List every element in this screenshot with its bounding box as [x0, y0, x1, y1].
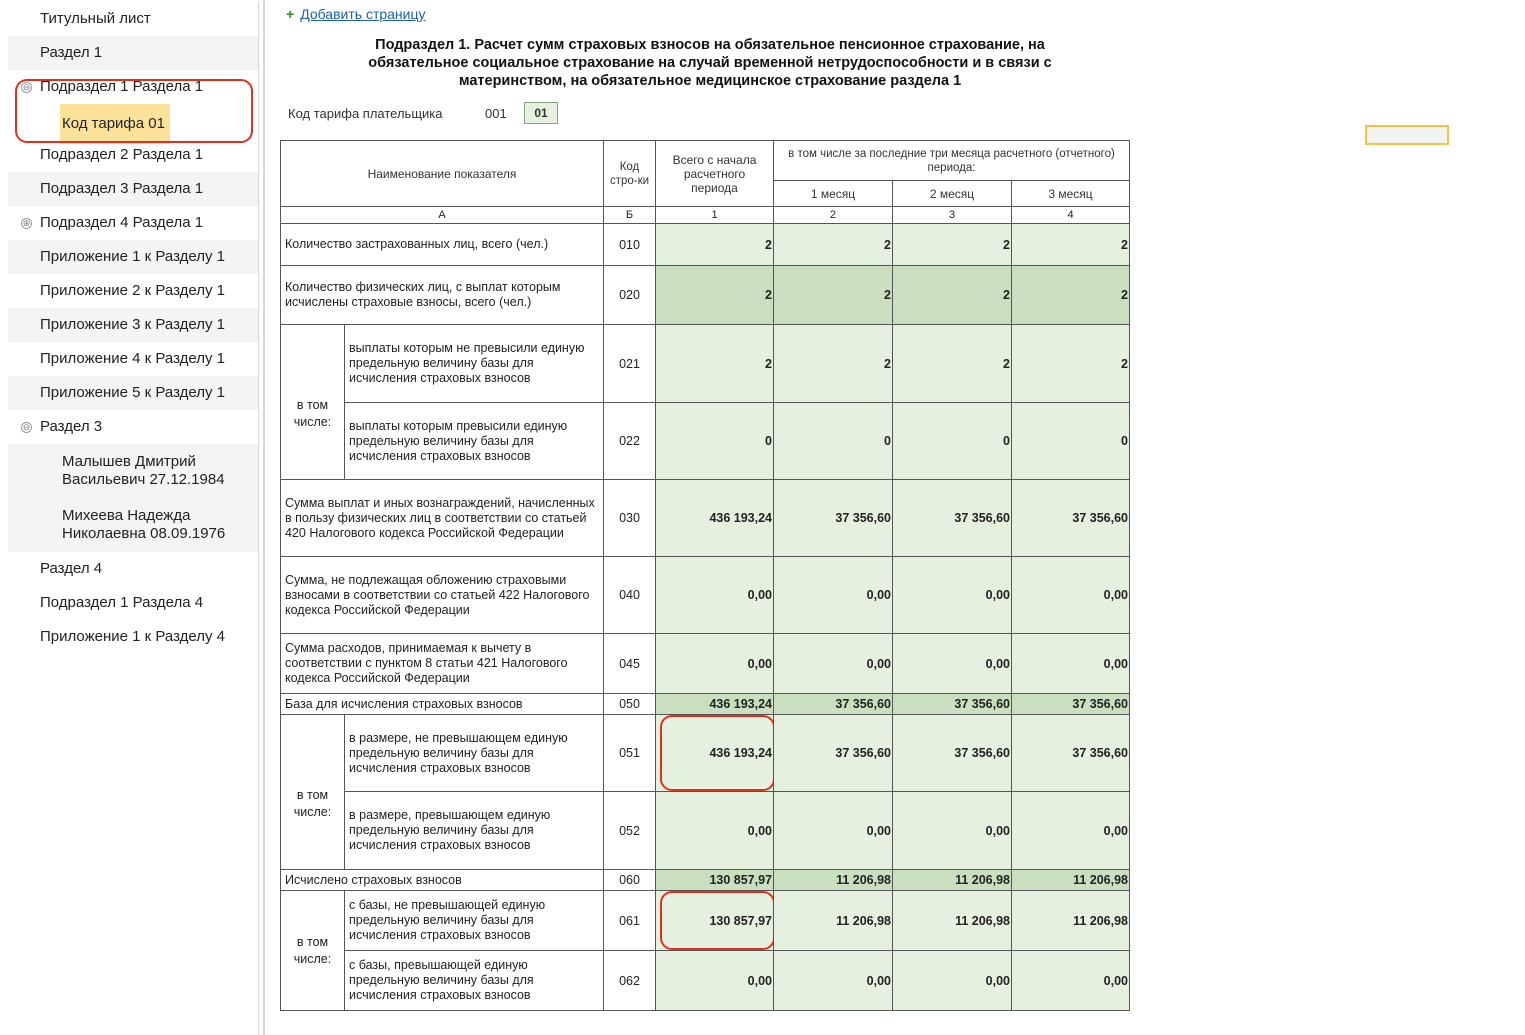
- header-month-3: 3 месяц: [1012, 181, 1130, 207]
- tariff-code-plain: 001: [485, 106, 507, 121]
- row-code: 060: [604, 870, 656, 891]
- person-name-line: Николаевна 08.09.1976: [62, 525, 226, 542]
- value-cell[interactable]: 0,00: [1012, 557, 1130, 634]
- value-cell[interactable]: 0: [1012, 403, 1130, 480]
- table-row: [281, 870, 1130, 891]
- header-name: Наименование показателя: [281, 141, 604, 207]
- header-last-three-months: в том числе за последние три месяца расчетного (отчетного) периода:: [774, 141, 1130, 181]
- value-cell[interactable]: 0,00: [1012, 634, 1130, 694]
- index-cell: А: [281, 207, 604, 224]
- annotation-highlight: [15, 79, 253, 143]
- collapse-toggle-icon[interactable]: ⊖: [22, 82, 31, 92]
- value-cell[interactable]: 0,00: [774, 557, 893, 634]
- row-name: Количество застрахованных лиц, всего (чел.): [281, 224, 604, 266]
- expand-toggle-icon[interactable]: ⊕: [22, 218, 31, 228]
- header-month-2: 2 месяц: [893, 181, 1012, 207]
- row-name: Сумма выплат и иных вознаграждений, начисленных в пользу физических лиц в соответствии со статьей 420 Налогового кодекса Российской Федерации: [281, 480, 604, 557]
- value-cell[interactable]: 0,00: [893, 557, 1012, 634]
- sidebar-item-appendix-3-section-1[interactable]: [8, 308, 258, 342]
- row-code: 020: [604, 266, 656, 325]
- sidebar-item-section-4[interactable]: [8, 552, 258, 586]
- row-code: 010: [604, 224, 656, 266]
- value-cell[interactable]: 37 356,60: [774, 715, 893, 792]
- plus-icon: +: [286, 6, 295, 22]
- value-cell[interactable]: 2: [774, 325, 893, 403]
- value-cell-highlighted[interactable]: [656, 891, 774, 951]
- value-cell[interactable]: 0,00: [774, 634, 893, 694]
- sidebar-item-section-3[interactable]: [8, 410, 258, 444]
- table-row: [281, 792, 1130, 870]
- sidebar-item-subsection-3-section-1[interactable]: [8, 172, 258, 206]
- value-text: 130 857,97: [709, 913, 772, 928]
- sidebar-item-label: Приложение 4 к Разделу 1: [40, 350, 225, 367]
- row-code: 052: [604, 792, 656, 870]
- header-code: Код стро-ки: [604, 141, 656, 207]
- row-code: 050: [604, 694, 656, 715]
- in-that-number-label: в том числе:: [281, 325, 345, 480]
- page-title-line: Подраздел 1. Расчет сумм страховых взносов на обязательное пенсионное страхование, на: [375, 37, 1045, 53]
- sidebar-item-label: Приложение 3 к Разделу 1: [40, 316, 225, 333]
- row-code: 051: [604, 715, 656, 792]
- sidebar-item-person[interactable]: [8, 444, 258, 498]
- value-cell[interactable]: 37 356,60: [1012, 715, 1130, 792]
- page-title: [290, 36, 1130, 90]
- value-cell[interactable]: 0: [656, 403, 774, 480]
- sidebar-item-label: [62, 507, 225, 543]
- value-cell[interactable]: 11 206,98: [893, 870, 1012, 891]
- row-name: выплаты которым превысили единую предельную величину базы для исчисления страховых взносов: [345, 403, 604, 480]
- value-cell[interactable]: 2: [893, 266, 1012, 325]
- value-cell[interactable]: 2: [656, 266, 774, 325]
- table-row: [281, 403, 1130, 480]
- value-text: 436 193,24: [709, 746, 772, 760]
- index-cell: 2: [774, 207, 893, 224]
- table-row: [281, 557, 1130, 634]
- index-cell: 4: [1012, 207, 1130, 224]
- value-cell[interactable]: 0: [893, 403, 1012, 480]
- sidebar-item-label: Подраздел 1 Раздела 4: [40, 594, 204, 611]
- sidebar-item-label: Код тарифа 01: [60, 104, 170, 144]
- header-total: Всего с начала расчетного периода: [656, 141, 774, 207]
- sidebar-item-label: Приложение 1 к Разделу 1: [40, 248, 225, 265]
- value-cell[interactable]: 11 206,98: [893, 891, 1012, 951]
- in-that-number-label: в том числе:: [281, 891, 345, 1011]
- value-cell[interactable]: 37 356,60: [893, 694, 1012, 715]
- value-cell[interactable]: 11 206,98: [1012, 891, 1130, 951]
- calculation-table: [280, 140, 1130, 1011]
- value-cell[interactable]: 2: [774, 224, 893, 266]
- value-cell[interactable]: 2: [1012, 224, 1130, 266]
- value-cell[interactable]: 0: [774, 403, 893, 480]
- row-name: База для исчисления страховых взносов: [281, 694, 604, 715]
- index-cell: 1: [656, 207, 774, 224]
- row-code: 062: [604, 951, 656, 1011]
- value-cell[interactable]: 2: [893, 325, 1012, 403]
- value-cell[interactable]: 0,00: [656, 951, 774, 1011]
- value-cell[interactable]: 436 193,24: [656, 480, 774, 557]
- value-cell-highlighted[interactable]: [656, 715, 774, 792]
- sidebar-item-subsection-2-section-1[interactable]: [8, 138, 258, 172]
- sidebar-item-appendix-2-section-1[interactable]: [8, 274, 258, 308]
- tariff-code-row: [288, 106, 548, 121]
- value-cell[interactable]: 2: [1012, 266, 1130, 325]
- value-cell[interactable]: 37 356,60: [893, 715, 1012, 792]
- page-title-line: обязательное социальное страхование на случай временной нетрудоспособности и в связи с: [368, 55, 1052, 71]
- table-row: [281, 634, 1130, 694]
- row-code: 021: [604, 325, 656, 403]
- sidebar-item-label: Подраздел 1 Раздела 1: [40, 78, 204, 95]
- table-row: [281, 266, 1130, 325]
- sidebar-item-label: Подраздел 2 Раздела 1: [40, 146, 204, 163]
- tariff-code-label: Код тарифа плательщика: [288, 106, 443, 121]
- value-cell[interactable]: 0,00: [656, 557, 774, 634]
- value-cell[interactable]: 11 206,98: [1012, 870, 1130, 891]
- add-page-label: Добавить страницу: [300, 6, 426, 22]
- value-cell[interactable]: 37 356,60: [1012, 694, 1130, 715]
- value-cell[interactable]: 37 356,60: [774, 694, 893, 715]
- table-row: [281, 694, 1130, 715]
- row-name: выплаты которым не превысили единую предельную величину базы для исчисления страховых взносов: [345, 325, 604, 403]
- row-code: 040: [604, 557, 656, 634]
- row-name: с базы, не превышающей единую предельную величину базы для исчисления страховых взносов: [345, 891, 604, 951]
- sidebar-item-title-page[interactable]: [8, 2, 258, 36]
- value-cell[interactable]: 2: [774, 266, 893, 325]
- value-cell[interactable]: 2: [656, 224, 774, 266]
- value-cell[interactable]: 37 356,60: [1012, 480, 1130, 557]
- value-cell[interactable]: 130 857,97: [656, 870, 774, 891]
- value-cell[interactable]: 0,00: [656, 634, 774, 694]
- value-cell[interactable]: 0,00: [893, 951, 1012, 1011]
- sidebar-item-label: Титульный лист: [40, 10, 151, 27]
- value-cell[interactable]: 2: [893, 224, 1012, 266]
- table-row: [281, 480, 1130, 557]
- collapse-toggle-icon[interactable]: ⊖: [22, 422, 31, 432]
- input-field[interactable]: [1365, 125, 1449, 145]
- header-month-1: 1 месяц: [774, 181, 893, 207]
- value-cell[interactable]: 37 356,60: [774, 480, 893, 557]
- value-cell[interactable]: 11 206,98: [774, 870, 893, 891]
- table-row: [281, 715, 1130, 792]
- add-page-link[interactable]: [286, 6, 426, 22]
- sidebar-item-subsection-4-section-1[interactable]: [8, 206, 258, 240]
- sidebar-item-label: [62, 453, 225, 489]
- table-row: [281, 951, 1130, 1011]
- value-cell[interactable]: 0,00: [656, 792, 774, 870]
- page-title-line: материнством, на обязательное медицинское страхование раздела 1: [458, 73, 962, 89]
- row-code: 022: [604, 403, 656, 480]
- sidebar-item-label: Подраздел 4 Раздела 1: [40, 214, 204, 231]
- value-cell[interactable]: 0,00: [774, 951, 893, 1011]
- value-cell[interactable]: 2: [1012, 325, 1130, 403]
- row-name: в размере, превышающем единую предельную величину базы для исчисления страховых взносов: [345, 792, 604, 870]
- value-cell[interactable]: 0,00: [1012, 792, 1130, 870]
- value-cell[interactable]: 0,00: [774, 792, 893, 870]
- row-code: 061: [604, 891, 656, 951]
- index-cell: 3: [893, 207, 1012, 224]
- sidebar-item-appendix-5-section-1[interactable]: [8, 376, 258, 410]
- sidebar-item-section-1[interactable]: [8, 36, 258, 70]
- value-cell[interactable]: 436 193,24: [656, 694, 774, 715]
- panel-splitter[interactable]: [263, 0, 265, 1035]
- row-name: Сумма, не подлежащая обложению страховыми взносами в соответствии со статьей 422 Налогового кодекса Российской Федерации: [281, 557, 604, 634]
- sidebar-item-label: Раздел 3: [40, 418, 103, 435]
- table-row: [281, 891, 1130, 951]
- sidebar-item-subsection-1-section-4[interactable]: [8, 586, 258, 620]
- row-name: Количество физических лиц, с выплат которым исчислены страховые взносы, всего (чел.): [281, 266, 604, 325]
- person-name-line: Васильевич 27.12.1984: [62, 471, 225, 488]
- value-cell[interactable]: 0,00: [893, 792, 1012, 870]
- row-code: 030: [604, 480, 656, 557]
- row-code: 045: [604, 634, 656, 694]
- sidebar-item-label: Подраздел 3 Раздела 1: [40, 180, 204, 197]
- person-name-line: Малышев Дмитрий: [62, 453, 196, 470]
- tariff-code-field[interactable]: 01: [524, 102, 558, 124]
- sidebar-item-appendix-1-section-1[interactable]: [8, 240, 258, 274]
- row-name: Сумма расходов, принимаемая к вычету в соответствии с пунктом 8 статьи 421 Налогового кодекса Российской Федерации: [281, 634, 604, 694]
- row-name: с базы, превышающей единую предельную величину базы для исчисления страховых взносов: [345, 951, 604, 1011]
- table-row: [281, 224, 1130, 266]
- table-row: [281, 325, 1130, 403]
- value-cell[interactable]: 0,00: [1012, 951, 1130, 1011]
- sidebar-item-person[interactable]: [8, 498, 258, 552]
- value-cell[interactable]: 2: [656, 325, 774, 403]
- sidebar-item-label: Раздел 4: [40, 560, 103, 577]
- person-name-line: Михеева Надежда: [62, 507, 191, 524]
- sidebar-item-label: Приложение 2 к Разделу 1: [40, 282, 225, 299]
- sidebar-item-label: Приложение 5 к Разделу 1: [40, 384, 225, 401]
- in-that-number-label: в том числе:: [281, 715, 345, 870]
- sidebar-item-appendix-4-section-1[interactable]: [8, 342, 258, 376]
- row-name: Исчислено страховых взносов: [281, 870, 604, 891]
- sidebar-item-label: Раздел 1: [40, 44, 103, 61]
- sidebar-item-appendix-1-section-4[interactable]: [8, 620, 258, 654]
- sidebar-item-label: Приложение 1 к Разделу 4: [40, 628, 225, 645]
- value-cell[interactable]: 37 356,60: [893, 480, 1012, 557]
- value-cell[interactable]: 11 206,98: [774, 891, 893, 951]
- navigation-sidebar: [8, 2, 259, 1035]
- row-name: в размере, не превышающем единую предельную величину базы для исчисления страховых взносов: [345, 715, 604, 792]
- value-cell[interactable]: 0,00: [893, 634, 1012, 694]
- index-cell: Б: [604, 207, 656, 224]
